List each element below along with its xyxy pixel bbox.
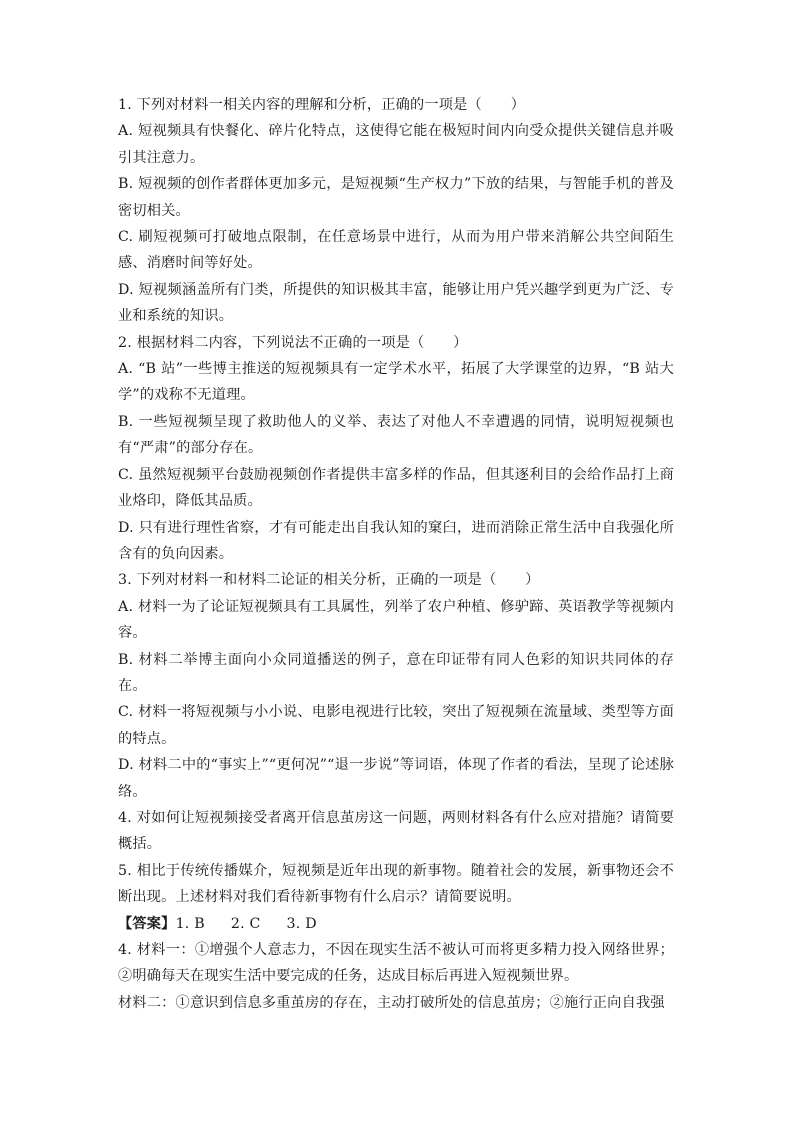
answer-4-material-1: 4. 材料一：①增强个人意志力，不因在现实生活不被认可而将更多精力投入网络世界；②明确每天在现实生活中要完成的任务，达成目标后再进入短视频世界。 bbox=[118, 942, 674, 985]
question-2-stem: 2. 根据材料二内容，下列说法不正确的一项是（ ） bbox=[118, 334, 468, 351]
question-3-stem: 3. 下列对材料一和材料二论证的相关分析，正确的一项是（ ） bbox=[118, 572, 540, 589]
question-1-option-c: C. 刷短视频可打破地点限制，在任意场景中进行，从而为用户带来消解公共空间陌生感、消磨时间等好处。 bbox=[118, 229, 674, 272]
question-1-stem: 1. 下列对材料一相关内容的理解和分析，正确的一项是（ ） bbox=[118, 97, 526, 113]
question-3-option-c: C. 材料一将短视频与小小说、电影电视进行比较，突出了短视频在流量域、类型等方面的特点。 bbox=[118, 704, 674, 747]
document-page bbox=[118, 92, 674, 1016]
answer-tag: 【答案】 bbox=[118, 915, 176, 932]
question-2-option-c: C. 虽然短视频平台鼓励视频创作者提供丰富多样的作品，但其逐利目的会给作品打上商业烙印，降低其品质。 bbox=[118, 466, 674, 510]
question-4: 4. 对如何让短视频接受者离开信息茧房这一问题，两则材料各有什么应对措施？请简要概括。 bbox=[118, 809, 674, 853]
question-3-option-d: D. 材料二中的“事实上”“更何况”“退一步说”等词语，体现了作者的看法，呈现了论述脉络。 bbox=[118, 757, 674, 800]
question-1-option-b: B. 短视频的创作者群体更加多元，是短视频“生产权力”下放的结果，与智能手机的普及密切相关。 bbox=[118, 176, 674, 219]
question-1-option-a: A. 短视频具有快餐化、碎片化特点，这使得它能在极短时间内向受众提供关键信息并吸引其注意力。 bbox=[118, 123, 674, 166]
question-2-option-a: A. “B 站”一些博主推送的短视频具有一定学术水平，拓展了大学课堂的边界，“B 站大学”的戏称不无道理。 bbox=[118, 361, 674, 404]
answer-4-material-2: 材料二：①意识到信息多重茧房的存在，主动打破所处的信息茧房；②施行正向自我强 bbox=[118, 994, 665, 1011]
question-3-option-a: A. 材料一为了论证短视频具有工具属性，列举了农户种植、修驴蹄、英语教学等视频内容。 bbox=[118, 598, 674, 642]
answer-2: 2. C bbox=[230, 915, 261, 932]
question-2-option-b: B. 一些短视频呈现了救助他人的义举、表达了对他人不幸遭遇的同情，说明短视频也有“严肃”的部分存在。 bbox=[118, 413, 674, 457]
question-1-option-d: D. 短视频涵盖所有门类，所提供的知识极其丰富，能够让用户凭兴趣学到更为广泛、专业和系统的知识。 bbox=[118, 281, 674, 325]
answer-3: 3. D bbox=[286, 915, 317, 932]
answer-key-line bbox=[118, 911, 674, 937]
question-3-option-b: B. 材料二举博主面向小众同道播送的例子，意在印证带有同人色彩的知识共同体的存在。 bbox=[118, 651, 674, 694]
question-5: 5. 相比于传统传播媒介，短视频是近年出现的新事物。随着社会的发展，新事物还会不断出现。上述材料对我们看待新事物有什么启示？请简要说明。 bbox=[118, 862, 674, 906]
question-2-option-d: D. 只有进行理性省察，才有可能走出自我认知的窠臼，进而消除正常生活中自我强化所含有的负向因素。 bbox=[118, 519, 674, 562]
answer-1: 1. B bbox=[175, 915, 205, 932]
